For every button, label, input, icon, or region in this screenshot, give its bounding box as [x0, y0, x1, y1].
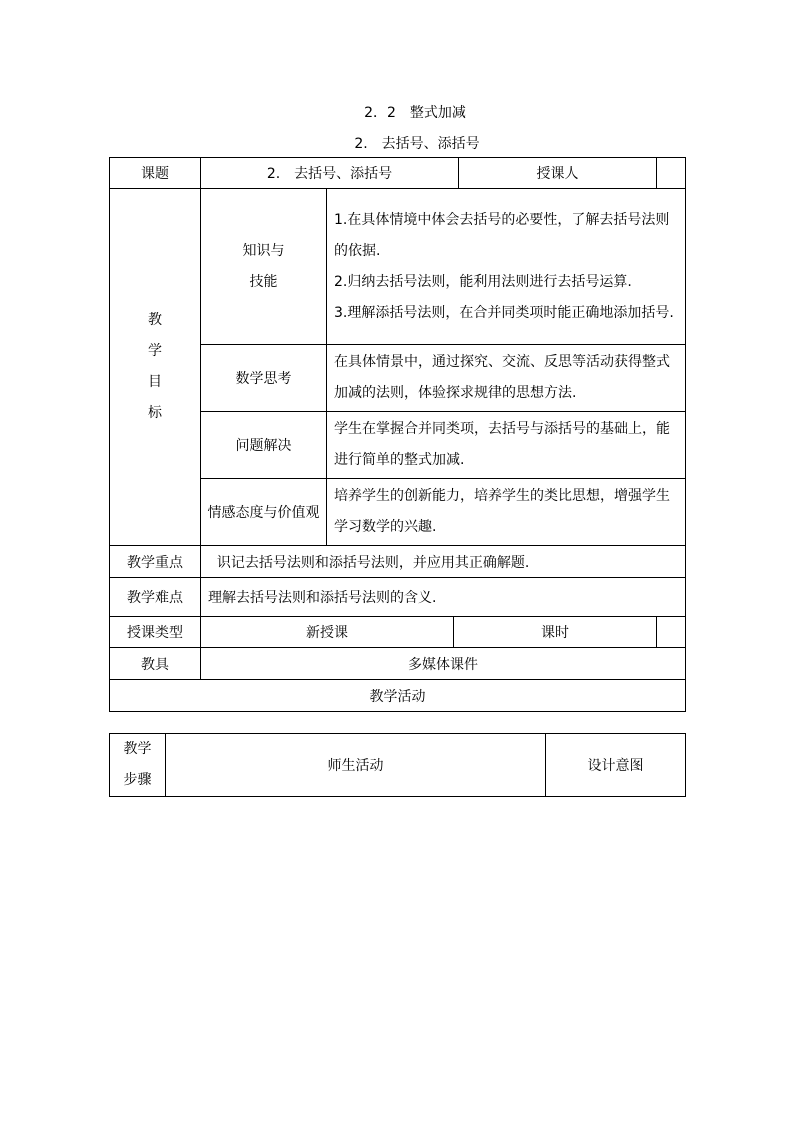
goal-text-attitude-values: 培养学生的创新能力，培养学生的类比思想，增强学生学习数学的兴趣.: [327, 479, 686, 546]
steps-label: 教学 步骤: [110, 734, 166, 797]
teacher-value: [657, 158, 686, 189]
key-points-value: 识记去括号法则和添括号法则，并应用其正确解题.: [201, 546, 686, 578]
lesson-type-value: 新授课: [201, 617, 454, 648]
goal-text-math-thinking: 在具体情景中，通过探究、交流、反思等活动获得整式加减的法则，体验探求规律的思想方法.: [327, 345, 686, 412]
period-value: [657, 617, 686, 648]
goal-text-knowledge-skills: 1.在具体情境中体会去括号的必要性，了解去括号法则的依据. 2.归纳去括号法则，能利用法则进行去括号运算. 3.理解添括号法则，在合并同类项时能正确地添加括号.: [327, 189, 686, 345]
lesson-subtitle: 2. 去括号、添括号: [354, 136, 480, 152]
difficulty-label: 教学难点: [110, 578, 201, 617]
tools-value: 多媒体课件: [201, 648, 686, 680]
period-label: 课时: [454, 617, 657, 648]
teaching-activities-heading: 教学活动: [110, 680, 686, 712]
goal-category-math-thinking: 数学思考: [201, 345, 327, 412]
difficulty-value: 理解去括号法则和添括号法则的含义.: [201, 578, 686, 617]
goal-category-attitude-values: 情感态度与价值观: [201, 479, 327, 546]
teacher-label: 授课人: [459, 158, 657, 189]
teaching-steps-table: [109, 733, 686, 797]
goal-category-problem-solving: 问题解决: [201, 412, 327, 479]
document-title: 2．2 整式加减: [364, 105, 466, 121]
topic-label: 课题: [110, 158, 201, 189]
topic-value: 2. 去括号、添括号: [201, 158, 459, 189]
goal-text-problem-solving: 学生在掌握合并同类项，去括号与添括号的基础上，能进行简单的整式加减.: [327, 412, 686, 479]
lesson-type-label: 授课类型: [110, 617, 201, 648]
lesson-plan-table: [109, 157, 686, 712]
goal-category-knowledge-skills: 知识与 技能: [201, 189, 327, 345]
teaching-goals-label: 教 学 目 标: [110, 189, 201, 546]
tools-label: 教具: [110, 648, 201, 680]
design-intent-label: 设计意图: [546, 734, 686, 797]
key-points-label: 教学重点: [110, 546, 201, 578]
teacher-student-activity-label: 师生活动: [166, 734, 546, 797]
